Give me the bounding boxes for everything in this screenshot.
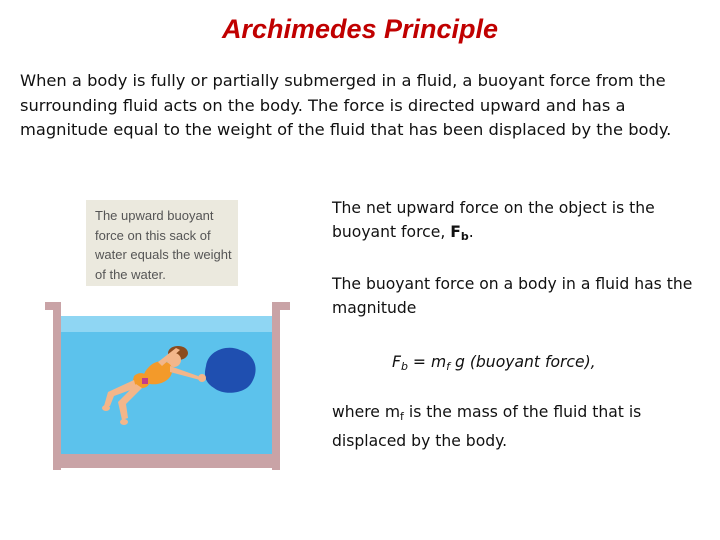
net-force-text: The net upward force on the object is the buoyant force,	[332, 199, 655, 241]
tank-illustration	[38, 198, 300, 470]
buoyant-force-equation	[392, 350, 702, 379]
net-force-subscript: b	[460, 230, 469, 243]
tank-right-wall	[272, 302, 290, 470]
eq-F-subscript: b	[400, 360, 408, 373]
slide-title: Archimedes Principle	[221, 14, 499, 44]
eq-F: F	[392, 353, 401, 371]
where-subscript: f	[400, 410, 404, 423]
water-sack	[205, 348, 256, 393]
tank-bottom	[53, 454, 280, 468]
magnitude-paragraph: The buoyant force on a body in a fluid has the magnitude	[332, 275, 693, 317]
intro-paragraph: When a body is fully or partially submerged in a fluid, a buoyant force from the surrounding fluid acts on the body. The force is directed upward and has a magnitude equal to the weight of the fluid that has been displaced by the body.	[20, 71, 672, 139]
tank-figure	[38, 198, 300, 470]
water-surface	[61, 316, 272, 332]
where-end: is the mass of the fluid that is displaced by the body.	[332, 403, 642, 450]
eq-m-subscript: f	[446, 360, 451, 373]
eq-end: g (buoyant force),	[450, 353, 596, 371]
figure-caption: The upward buoyant force on this sack of water equals the weight of the water.	[95, 208, 232, 282]
net-force-symbol: F	[450, 223, 461, 241]
where-paragraph	[332, 400, 702, 453]
eq-mid: = m	[407, 353, 447, 371]
tank-left-wall-inner	[53, 310, 61, 470]
net-force-period: .	[468, 223, 474, 241]
net-force-paragraph	[332, 196, 702, 249]
where-start: where m	[332, 403, 401, 421]
